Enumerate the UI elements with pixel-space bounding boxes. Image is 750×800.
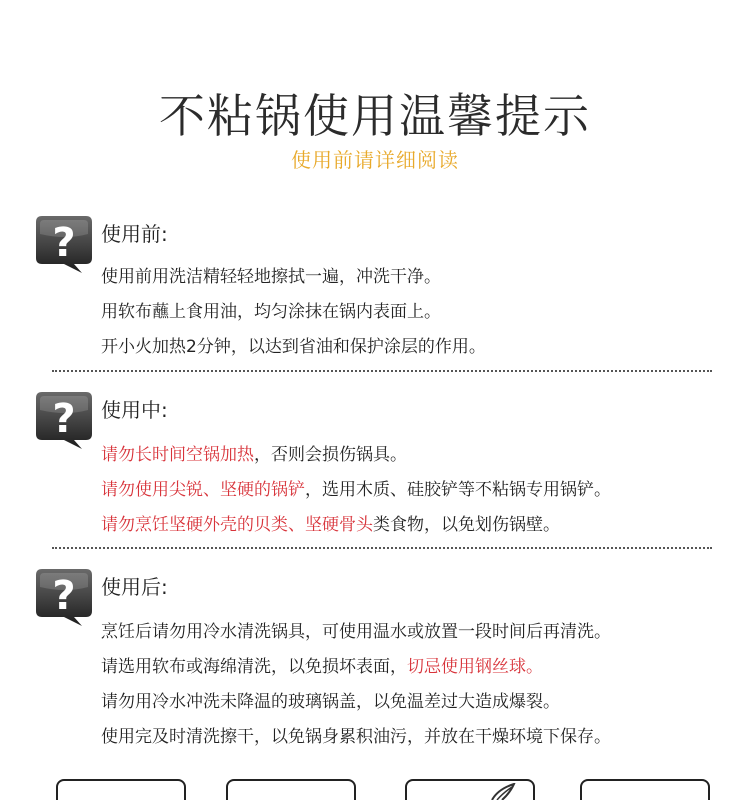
warning-text: 请勿使用尖锐、坚硬的锅铲 <box>101 480 305 500</box>
bottom-box-2 <box>226 779 356 800</box>
warning-text: 切忌使用钢丝球。 <box>407 657 543 677</box>
page-subtitle: 使用前请详细阅读 <box>291 148 459 172</box>
question-icon <box>36 390 96 450</box>
leaf-icon <box>488 783 518 800</box>
page-title: 不粘锅使用温馨提示 <box>159 89 591 143</box>
bottom-box-1 <box>56 779 186 800</box>
tip-line: 请勿烹饪坚硬外壳的贝类、坚硬骨头类食物，以免划伤锅壁。 <box>101 515 560 535</box>
warning-text: 请勿烹饪坚硬外壳的贝类、坚硬骨头 <box>101 515 373 535</box>
warning-text: 请勿长时间空锅加热 <box>101 445 254 465</box>
svg-text:?: ? <box>52 220 76 266</box>
bottom-box-4 <box>580 779 710 800</box>
tip-line: 用软布蘸上食用油，均匀涂抹在锅内表面上。 <box>101 302 441 322</box>
tip-line: 使用前用洗洁精轻轻地擦拭一遍，冲洗干净。 <box>101 267 441 287</box>
section-heading: 使用后: <box>101 575 168 599</box>
tip-line: 请勿使用尖锐、坚硬的锅铲，选用木质、硅胶铲等不粘锅专用锅铲。 <box>101 480 611 500</box>
tip-line: 开小火加热2分钟，以达到省油和保护涂层的作用。 <box>101 337 486 357</box>
section-during-use <box>0 390 750 535</box>
question-icon <box>36 214 96 274</box>
tip-line: 请勿用冷水冲洗未降温的玻璃锅盖，以免温差过大造成爆裂。 <box>101 692 560 712</box>
dotted-divider <box>52 370 712 372</box>
dotted-divider <box>52 547 712 549</box>
tip-line: 使用完及时清洗擦干，以免锅身累积油污，并放在干燥环境下保存。 <box>101 727 611 747</box>
tip-line: 请勿长时间空锅加热，否则会损伤锅具。 <box>101 445 407 465</box>
tip-line: 烹饪后请勿用冷水清洗锅具，可使用温水或放置一段时间后再清洗。 <box>101 622 611 642</box>
svg-text:?: ? <box>52 573 76 619</box>
section-heading: 使用前: <box>101 222 168 246</box>
question-icon <box>36 567 96 627</box>
section-heading: 使用中: <box>101 398 168 422</box>
tip-line: 请选用软布或海绵清洗，以免损坏表面，切忌使用钢丝球。 <box>101 657 543 677</box>
svg-text:?: ? <box>52 396 76 442</box>
section-after-use <box>0 567 750 757</box>
section-before-use <box>0 214 750 357</box>
